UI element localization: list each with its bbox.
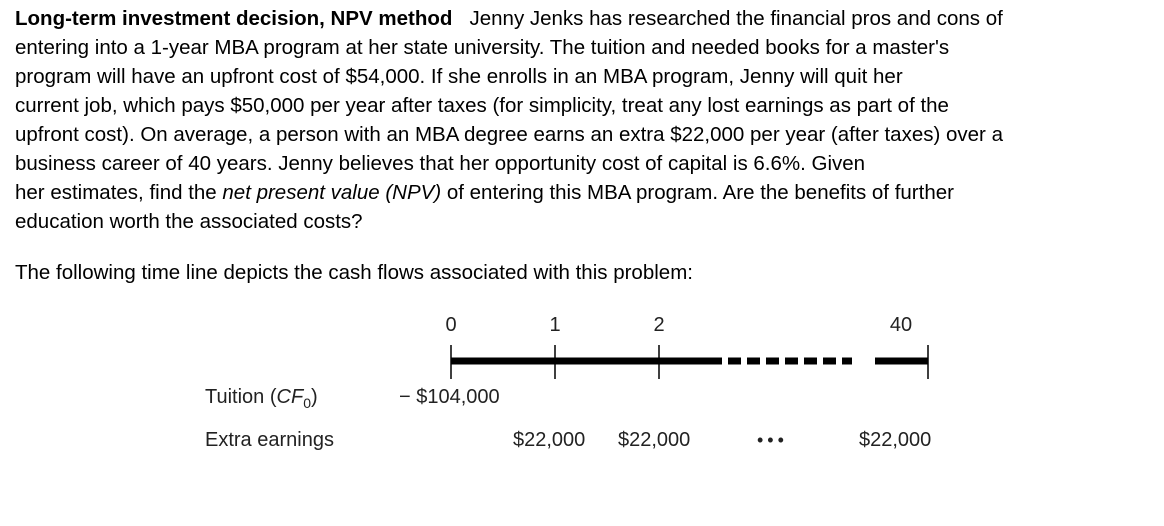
tuition-row-label [205, 386, 318, 411]
timeline-intro: The following time line depicts the cash flows associated with this problem: [15, 261, 693, 284]
tuition-label-text: Tuition ( [205, 386, 277, 408]
earnings-year-2: $22,000 [618, 429, 691, 451]
problem-title: Long-term investment decision, NPV method [15, 7, 453, 30]
period-0-label: 0 [445, 314, 457, 336]
problem-line-8: education worth the associated costs? [15, 210, 363, 233]
period-1-label: 1 [549, 314, 561, 336]
extra-earnings-row-label: Extra earnings [205, 429, 334, 451]
problem-line-6: business career of 40 years. Jenny believes that her opportunity cost of capital is 6.6%. Given [15, 152, 866, 175]
problem-line-2: entering into a 1-year MBA program at her state university. The tuition and needed books for a master's [15, 36, 950, 59]
problem-text-7b: of entering this MBA program. Are the benefits of further [441, 181, 954, 204]
problem-line-4: current job, which pays $50,000 per year after taxes (for simplicity, treat any lost earnings as part of the [15, 94, 949, 117]
problem-text-7a: her estimates, find the [15, 181, 223, 204]
cf-subscript: 0 [303, 395, 311, 411]
earnings-year-1: $22,000 [513, 429, 586, 451]
period-40-label: 40 [889, 314, 913, 336]
tuition-label-close: ) [310, 386, 318, 408]
cf-symbol: CF [276, 386, 304, 408]
problem-line-3: program will have an upfront cost of $54,000. If she enrolls in an MBA program, Jenny will quit her [15, 65, 903, 88]
npv-term: net present value (NPV) [222, 181, 442, 204]
ellipsis-indicator: ••• [757, 430, 788, 450]
problem-text-1: Jenny Jenks has researched the financial pros and cons of [469, 7, 1003, 30]
period-2-label: 2 [653, 314, 665, 336]
earnings-year-40: $22,000 [859, 429, 932, 451]
tuition-cash-flow: − $104,000 [399, 386, 500, 408]
problem-line-5: upfront cost). On average, a person with an MBA degree earns an extra $22,000 per year (after taxes) over a [15, 123, 1003, 146]
